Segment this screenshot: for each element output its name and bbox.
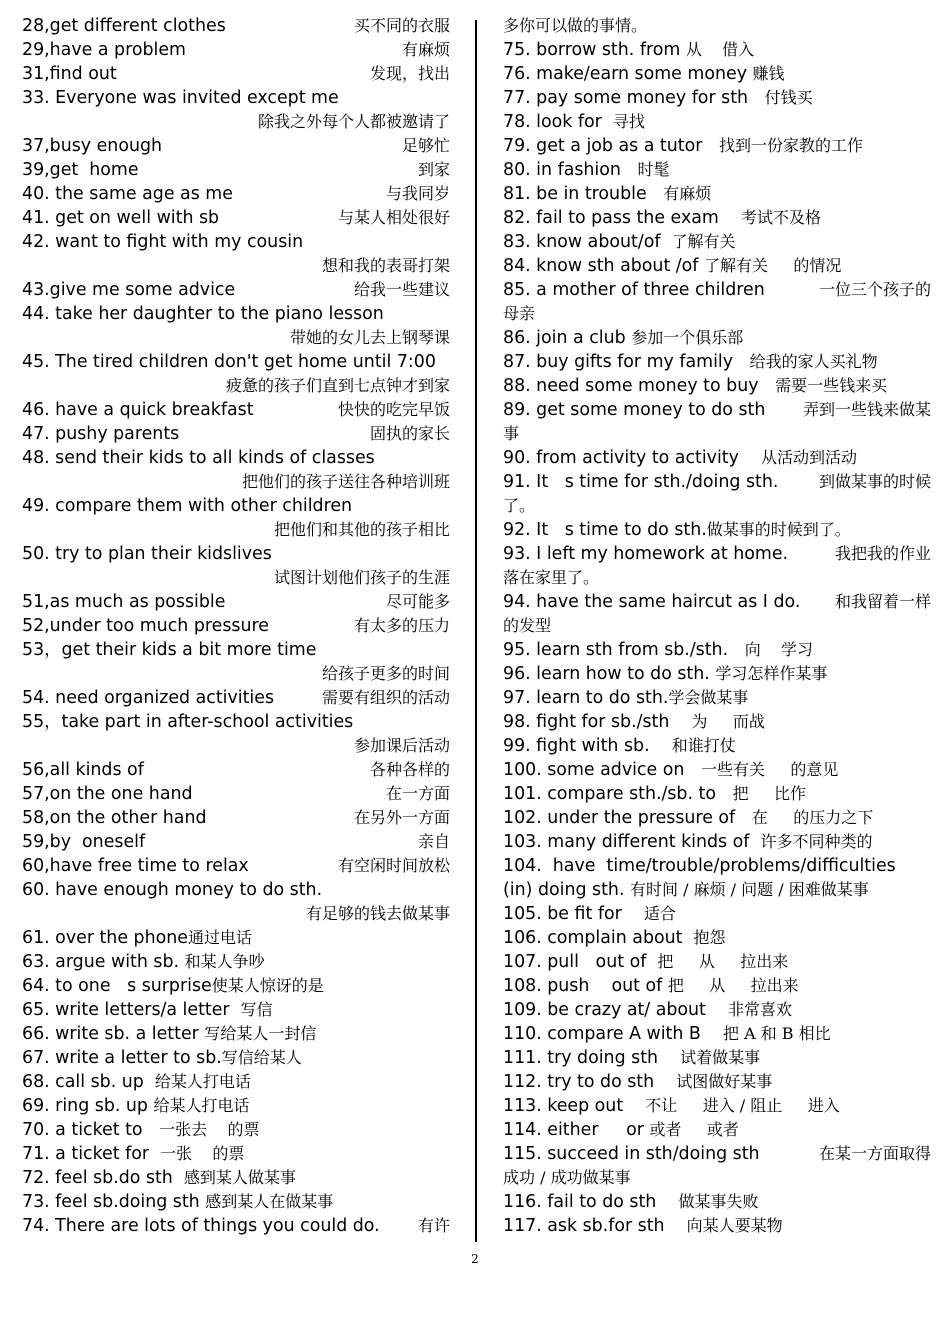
vocab-line [503, 806, 931, 830]
phrase-chinese: 与我同岁 [385, 184, 450, 203]
vocab-line [503, 518, 931, 542]
phrase-english: 115. succeed in sth/doing sth [503, 1144, 760, 1164]
phrase-english: 56,all kinds of [22, 760, 144, 780]
phrase-english: 47. pushy parents [22, 424, 180, 444]
vocab-line [22, 686, 450, 710]
phrase-english: 91. It s time for sth./doing sth. [503, 472, 779, 492]
phrase-chinese: 许多不同种类的 [760, 832, 873, 851]
phrase-chinese: 固执的家长 [369, 424, 450, 443]
vocab-line [503, 254, 931, 278]
phrase-english: 95. learn sth from sb./sth. [503, 640, 745, 660]
phrase-chinese: 有许 [417, 1216, 450, 1235]
phrase-chinese: 通过电话 [187, 928, 252, 947]
phrase-chinese: 为 而战 [691, 712, 765, 731]
phrase-english: 58,on the other hand [22, 808, 207, 828]
vocab-line [22, 86, 450, 110]
phrase-english: 66. write sb. a letter [22, 1024, 205, 1044]
phrase-chinese: 有空闲时间放松 [337, 856, 450, 875]
vocab-line [22, 782, 450, 806]
phrase-chinese: 找到一份家教的工作 [718, 136, 863, 155]
phrase-english: 103. many different kinds of [503, 832, 761, 852]
phrase-english: 117. ask sb.for sth [503, 1216, 687, 1236]
phrase-english: 106. complain about [503, 928, 694, 948]
phrase-chinese: 非常喜欢 [727, 1000, 792, 1019]
right-column [503, 14, 931, 1238]
phrase-chinese: 做某事失败 [678, 1192, 759, 1211]
phrase-chinese: 感到某人在做某事 [205, 1192, 334, 1211]
phrase-english: 81. be in trouble [503, 184, 664, 204]
vocab-line [22, 110, 450, 134]
vocab-line [503, 1118, 931, 1142]
translation-continuation: 母亲 [503, 304, 536, 323]
vocab-line [22, 14, 450, 38]
phrase-chinese: 参加一个俱乐部 [631, 328, 744, 347]
vocab-line [503, 110, 931, 134]
phrase-english: 49. compare them with other children [22, 496, 353, 516]
phrase-chinese: 弄到一些钱来做某 [802, 400, 931, 419]
vocab-line [22, 590, 450, 614]
vocab-line [503, 974, 931, 998]
vocab-line [22, 806, 450, 830]
vocab-line [22, 38, 450, 62]
vocab-line [503, 206, 931, 230]
phrase-english: 82. fail to pass the exam [503, 208, 741, 228]
vocab-line [22, 710, 450, 734]
vocab-line [22, 494, 450, 518]
phrase-english: 77. pay some money for sth [503, 88, 765, 108]
vocab-line [22, 734, 450, 758]
vocab-line [22, 1142, 450, 1166]
phrase-chinese: 一张 的票 [160, 1144, 245, 1163]
phrase-chinese: 除我之外每个人都被邀请了 [257, 112, 450, 131]
vocab-line [503, 686, 931, 710]
phrase-chinese: 做某事的时候到了。 [706, 520, 851, 539]
phrase-english: 42. want to fight with my cousin [22, 232, 304, 252]
phrase-chinese: 或者 或者 [649, 1120, 739, 1139]
vocab-line [503, 638, 931, 662]
phrase-chinese: 一位三个孩子的 [818, 280, 931, 299]
phrase-english: 60. have enough money to do sth. [22, 880, 323, 900]
phrase-english: 33. Everyone was invited except me [22, 88, 339, 108]
vocab-line [22, 902, 450, 926]
vocab-line [22, 542, 450, 566]
phrase-chinese: 使某人惊讶的是 [211, 976, 324, 995]
vocab-line [503, 158, 931, 182]
vocab-line [503, 1190, 931, 1214]
phrase-chinese: 抱怨 [693, 928, 726, 947]
phrase-chinese: 寻找 [612, 112, 645, 131]
phrase-english: 114. either or [503, 1120, 650, 1140]
phrase-english: 41. get on well with sb [22, 208, 220, 228]
translation-continuation: 多你可以做的事情。 [503, 16, 648, 35]
vocab-line [503, 350, 931, 374]
phrase-english: 68. call sb. up [22, 1072, 155, 1092]
phrase-english: 73. feel sb.doing sth [22, 1192, 206, 1212]
vocab-line [503, 182, 931, 206]
phrase-english: 74. There are lots of things you could do. [22, 1216, 380, 1236]
phrase-chinese: 发现，找出 [369, 64, 450, 83]
phrase-english: 96. learn how to do sth. [503, 664, 716, 684]
vocab-line [503, 566, 931, 590]
phrase-chinese: 在一方面 [385, 784, 450, 803]
phrase-english: 44. take her daughter to the piano lesson [22, 304, 384, 324]
phrase-english: 39,get home [22, 160, 139, 180]
vocab-line [503, 14, 931, 38]
phrase-chinese: 尽可能多 [385, 592, 450, 611]
phrase-english: 108. push out of [503, 976, 668, 996]
phrase-english: (in) doing sth. [503, 880, 631, 900]
phrase-english: 84. know sth about /of [503, 256, 704, 276]
vocab-line [503, 614, 931, 638]
phrase-chinese: 快快的吃完早饭 [337, 400, 450, 419]
phrase-english: 90. from activity to activity [503, 448, 762, 468]
phrase-english: 70. a ticket to [22, 1120, 160, 1140]
vocab-line [22, 230, 450, 254]
phrase-english: 110. compare A with B [503, 1024, 723, 1044]
phrase-chinese: 到家 [417, 160, 450, 179]
vocab-line [503, 662, 931, 686]
vocab-line [503, 1214, 931, 1238]
phrase-chinese: 给孩子更多的时间 [321, 664, 450, 683]
vocab-line [22, 278, 450, 302]
phrase-english: 31,find out [22, 64, 117, 84]
vocab-line [22, 350, 450, 374]
phrase-chinese: 亲自 [417, 832, 450, 851]
vocab-line [22, 950, 450, 974]
vocab-line [22, 206, 450, 230]
phrase-english: 40. the same age as me [22, 184, 233, 204]
vocab-line [503, 326, 931, 350]
vocab-line [503, 230, 931, 254]
phrase-chinese: 把 从 拉出来 [657, 952, 789, 971]
vocab-line [503, 1094, 931, 1118]
vocab-line [22, 470, 450, 494]
phrase-english: 86. join a club [503, 328, 632, 348]
phrase-chinese: 把 比作 [732, 784, 807, 803]
phrase-english: 116. fail to do sth [503, 1192, 679, 1212]
left-column [22, 14, 450, 1238]
vocab-line [503, 758, 931, 782]
phrase-chinese: 考试不及格 [740, 208, 821, 227]
vocab-line [22, 662, 450, 686]
phrase-chinese: 试着做某事 [680, 1048, 761, 1067]
phrase-english: 57,on the one hand [22, 784, 193, 804]
vocab-line [503, 998, 931, 1022]
phrase-english: 72. feel sb.do sth [22, 1168, 184, 1188]
vocab-line [503, 62, 931, 86]
translation-continuation: 成功 / 成功做某事 [503, 1168, 631, 1187]
phrase-english: 105. be fit for [503, 904, 644, 924]
vocab-line [503, 398, 931, 422]
phrase-chinese: 感到某人做某事 [183, 1168, 296, 1187]
vocab-line [503, 446, 931, 470]
phrase-english: 71. a ticket for [22, 1144, 161, 1164]
phrase-english: 113. keep out [503, 1096, 646, 1116]
phrase-chinese: 把他们和其他的孩子相比 [273, 520, 450, 539]
vocab-line [22, 926, 450, 950]
vocab-line [503, 782, 931, 806]
vocab-line [503, 734, 931, 758]
phrase-chinese: 了解有关 [671, 232, 736, 251]
vocab-line [503, 374, 931, 398]
vocab-line [22, 158, 450, 182]
phrase-english: 52,under too much pressure [22, 616, 269, 636]
vocab-line [22, 878, 450, 902]
vocab-line [22, 1118, 450, 1142]
vocab-line [503, 1166, 931, 1190]
phrase-chinese: 需要有组织的活动 [321, 688, 450, 707]
phrase-english: 43.give me some advice [22, 280, 236, 300]
phrase-english: 87. buy gifts for my family [503, 352, 750, 372]
vocab-line [503, 470, 931, 494]
translation-continuation: 落在家里了。 [503, 568, 600, 587]
phrase-english: 104. have time/trouble/problems/difficulties [503, 856, 896, 876]
phrase-english: 79. get a job as a tutor [503, 136, 719, 156]
phrase-english: 107. pull out of [503, 952, 658, 972]
phrase-chinese: 向 学习 [744, 640, 814, 659]
phrase-chinese: 学会做某事 [668, 688, 749, 707]
phrase-english: 80. in fashion [503, 160, 638, 180]
phrase-chinese: 有麻烦 [401, 40, 450, 59]
vocab-line [503, 302, 931, 326]
phrase-english: 67. write a letter to sb. [22, 1048, 222, 1068]
phrase-english: 75. borrow sth. from [503, 40, 686, 60]
phrase-chinese: 赚钱 [752, 64, 785, 83]
vocab-line [503, 422, 931, 446]
vocab-line [22, 974, 450, 998]
vocab-line [22, 1022, 450, 1046]
phrase-english: 76. make/earn some money [503, 64, 753, 84]
vocab-line [503, 38, 931, 62]
phrase-chinese: 试图计划他们孩子的生涯 [273, 568, 450, 587]
vocab-line [503, 710, 931, 734]
phrase-english: 37,busy enough [22, 136, 163, 156]
vocab-line [22, 1046, 450, 1070]
vocab-line [22, 638, 450, 662]
vocab-line [22, 374, 450, 398]
phrase-chinese: 在某一方面取得 [818, 1144, 931, 1163]
phrase-chinese: 参加课后活动 [353, 736, 450, 755]
phrase-chinese: 到做某事的时候 [818, 472, 931, 491]
phrase-english: 46. have a quick breakfast [22, 400, 254, 420]
phrase-chinese: 有麻烦 [663, 184, 712, 203]
phrase-chinese: 试图做好某事 [676, 1072, 773, 1091]
phrase-english: 48. send their kids to all kinds of classes [22, 448, 375, 468]
vocab-line [503, 1046, 931, 1070]
phrase-chinese: 给我的家人买礼物 [749, 352, 878, 371]
vocab-line [503, 1022, 931, 1046]
vocab-line [22, 998, 450, 1022]
phrase-chinese: 把他们的孩子送往各种培训班 [241, 472, 450, 491]
phrase-english: 55，take part in after-school activities [22, 712, 354, 732]
phrase-english: 29,have a problem [22, 40, 186, 60]
vocab-line [22, 446, 450, 470]
phrase-english: 65. write letters/a letter [22, 1000, 241, 1020]
phrase-english: 112. try to do sth [503, 1072, 677, 1092]
phrase-english: 94. have the same haircut as I do. [503, 592, 801, 612]
phrase-chinese: 向某人要某物 [686, 1216, 783, 1235]
phrase-english: 111. try doing sth [503, 1048, 681, 1068]
vocab-line [503, 86, 931, 110]
phrase-english: 92. It s time to do sth. [503, 520, 707, 540]
vocab-line [22, 1190, 450, 1214]
phrase-chinese: 从 借入 [685, 40, 755, 59]
phrase-chinese: 在另外一方面 [353, 808, 450, 827]
phrase-english: 28,get different clothes [22, 16, 226, 36]
vocab-line [503, 1070, 931, 1094]
phrase-chinese: 在 的压力之下 [751, 808, 874, 827]
phrase-chinese: 疲惫的孩子们直到七点钟才到家 [225, 376, 450, 395]
vocab-line [22, 758, 450, 782]
vocab-line [22, 1214, 450, 1238]
phrase-english: 45. The tired children don't get home until 7:00 [22, 352, 436, 372]
vocab-line [22, 398, 450, 422]
vocab-line [503, 926, 931, 950]
vocab-line [22, 422, 450, 446]
vocab-line [22, 134, 450, 158]
phrase-chinese: 写给某人一封信 [204, 1024, 317, 1043]
vocab-line [22, 326, 450, 350]
phrase-english: 100. some advice on [503, 760, 701, 780]
phrase-english: 85. a mother of three children [503, 280, 765, 300]
phrase-english: 53，get their kids a bit more time [22, 640, 317, 660]
phrase-chinese: 把 从 拉出来 [667, 976, 799, 995]
vocab-line [22, 1166, 450, 1190]
vocab-line [22, 854, 450, 878]
vocab-line [503, 134, 931, 158]
phrase-chinese: 适合 [643, 904, 676, 923]
phrase-chinese: 付钱买 [764, 88, 813, 107]
phrase-english: 83. know about/of [503, 232, 672, 252]
vocab-line [503, 830, 931, 854]
phrase-chinese: 从活动到活动 [761, 448, 858, 467]
phrase-english: 54. need organized activities [22, 688, 275, 708]
phrase-chinese: 想和我的表哥打架 [321, 256, 450, 275]
phrase-english: 93. I left my homework at home. [503, 544, 789, 564]
vocab-line [503, 494, 931, 518]
phrase-chinese: 足够忙 [401, 136, 450, 155]
phrase-chinese: 需要一些钱来买 [775, 376, 888, 395]
vocab-line [22, 182, 450, 206]
phrase-chinese: 不让 进入 / 阻止 进入 [645, 1096, 840, 1115]
phrase-chinese: 写信给某人 [221, 1048, 302, 1067]
phrase-english: 97. learn to do sth. [503, 688, 669, 708]
vocab-line [503, 878, 931, 902]
vocab-line [22, 566, 450, 590]
translation-continuation: 的发型 [503, 616, 552, 635]
phrase-english: 109. be crazy at/ about [503, 1000, 728, 1020]
vocab-line [22, 62, 450, 86]
vocab-line [22, 1070, 450, 1094]
phrase-chinese: 买不同的衣服 [353, 16, 450, 35]
vocab-line [22, 830, 450, 854]
phrase-chinese: 一些有关 的意见 [700, 760, 839, 779]
phrase-english: 60,have free time to relax [22, 856, 249, 876]
phrase-chinese: 给某人打电话 [153, 1096, 250, 1115]
phrase-english: 64. to one s surprise [22, 976, 212, 996]
vocab-line [22, 518, 450, 542]
phrase-chinese: 有时间 / 麻烦 / 问题 / 困难做某事 [630, 880, 869, 899]
phrase-chinese: 把 A 和 B 相比 [722, 1024, 831, 1043]
phrase-english: 99. fight with sb. [503, 736, 672, 756]
phrase-chinese: 与某人相处很好 [337, 208, 450, 227]
phrase-english: 102. under the pressure of [503, 808, 752, 828]
phrase-chinese: 和某人争吵 [184, 952, 265, 971]
vocab-line [503, 278, 931, 302]
phrase-chinese: 时髦 [637, 160, 670, 179]
phrase-english: 98. fight for sb./sth [503, 712, 692, 732]
vocab-line [22, 302, 450, 326]
phrase-english: 88. need some money to buy [503, 376, 776, 396]
phrase-english: 69. ring sb. up [22, 1096, 154, 1116]
vocab-line [503, 590, 931, 614]
phrase-chinese: 我把我的作业 [834, 544, 931, 563]
phrase-english: 51,as much as possible [22, 592, 226, 612]
vocab-line [22, 1094, 450, 1118]
phrase-chinese: 一张去 的票 [159, 1120, 260, 1139]
phrase-chinese: 写信 [240, 1000, 273, 1019]
phrase-chinese: 和谁打仗 [671, 736, 736, 755]
phrase-english: 59,by oneself [22, 832, 146, 852]
phrase-english: 50. try to plan their kidslives [22, 544, 272, 564]
vocab-line [503, 902, 931, 926]
phrase-chinese: 学习怎样作某事 [715, 664, 828, 683]
vocab-line [503, 950, 931, 974]
column-divider [475, 20, 477, 1242]
phrase-english: 61. over the phone [22, 928, 188, 948]
phrase-chinese: 和我留着一样 [834, 592, 931, 611]
page-number: 2 [471, 1252, 479, 1266]
vocab-line [503, 1142, 931, 1166]
phrase-chinese: 给某人打电话 [154, 1072, 251, 1091]
phrase-english: 89. get some money to do sth [503, 400, 766, 420]
translation-continuation: 了。 [503, 496, 536, 515]
phrase-chinese: 有足够的钱去做某事 [305, 904, 450, 923]
phrase-chinese: 有太多的压力 [353, 616, 450, 635]
phrase-chinese: 了解有关 的情况 [703, 256, 842, 275]
phrase-chinese: 带她的女儿去上钢琴课 [289, 328, 450, 347]
translation-continuation: 事 [503, 424, 520, 443]
vocab-line [503, 854, 931, 878]
vocab-line [22, 614, 450, 638]
phrase-chinese: 各种各样的 [369, 760, 450, 779]
phrase-chinese: 给我一些建议 [353, 280, 450, 299]
phrase-english: 101. compare sth./sb. to [503, 784, 733, 804]
phrase-english: 63. argue with sb. [22, 952, 185, 972]
vocab-line [503, 542, 931, 566]
vocab-line [22, 254, 450, 278]
phrase-english: 78. look for [503, 112, 613, 132]
